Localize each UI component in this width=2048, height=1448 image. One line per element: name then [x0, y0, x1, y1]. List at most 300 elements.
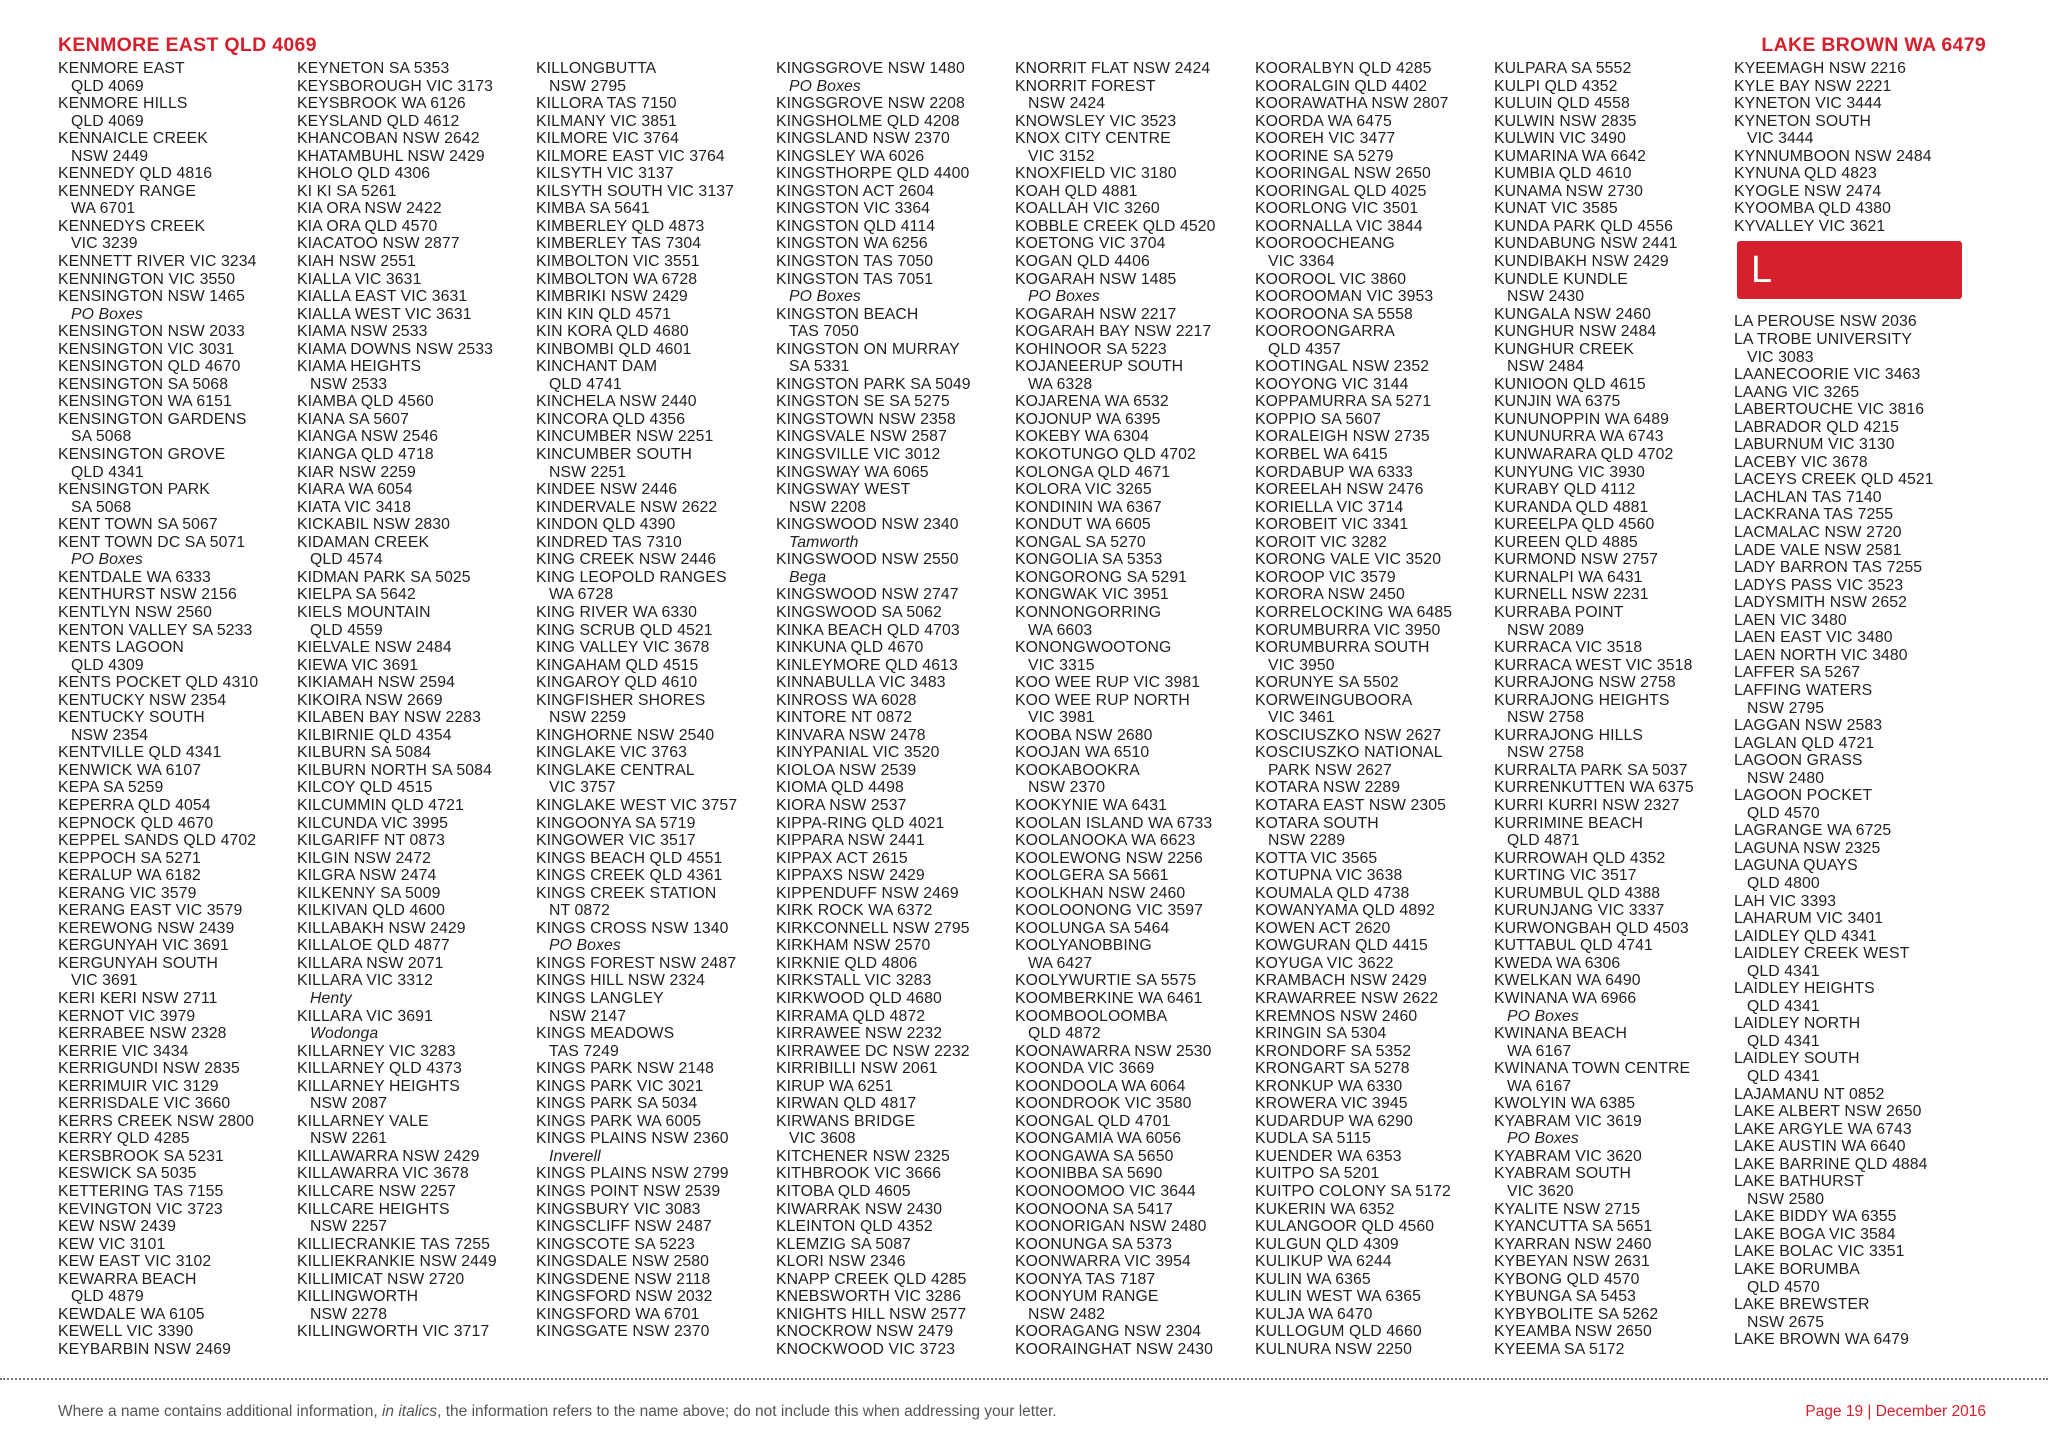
- locality-entry: LAKE BARRINE QLD 4884: [1734, 1155, 1928, 1173]
- locality-entry: LACMALAC NSW 2720: [1734, 524, 1902, 542]
- locality-entry: KUNGHUR CREEK: [1494, 340, 1634, 358]
- locality-entry: KINGS PARK NSW 2148: [536, 1060, 715, 1078]
- locality-entry: KOORAWATHA NSW 2807: [1255, 95, 1449, 113]
- locality-entry: KINGSTON QLD 4114: [776, 217, 936, 235]
- locality-entry: KURRAJONG NSW 2758: [1494, 674, 1676, 692]
- locality-entry: KINDERVALE NSW 2622: [536, 498, 718, 516]
- locality-entry: KURUNJANG VIC 3337: [1494, 902, 1665, 920]
- locality-entry: KURROWAH QLD 4352: [1494, 849, 1666, 867]
- locality-entry: KURRABA POINT: [1494, 603, 1624, 621]
- locality-entry: KUMARINA WA 6642: [1494, 147, 1647, 165]
- locality-entry: KNEBSWORTH VIC 3286: [776, 1288, 962, 1306]
- locality-entry: KINGS BEACH QLD 4551: [536, 849, 723, 867]
- locality-entry: KOKOTUNGO QLD 4702: [1015, 446, 1196, 464]
- locality-entry: KEW VIC 3101: [58, 1235, 166, 1253]
- locality-entry: KOONGAWA SA 5650: [1015, 1147, 1174, 1165]
- locality-entry: KENT TOWN DC SA 5071: [58, 533, 246, 551]
- locality-entry: KUNWARARA QLD 4702: [1494, 446, 1674, 464]
- locality-entry: KENTVILLE QLD 4341: [58, 744, 222, 762]
- footer-note-end: , the information refers to the name above; do not include this when addressing your letter.: [437, 1403, 1057, 1420]
- locality-entry: LABERTOUCHE VIC 3816: [1734, 401, 1925, 419]
- locality-entry: KINYPANIAL VIC 3520: [776, 744, 940, 762]
- locality-entry: KINGSHOLME QLD 4208: [776, 112, 960, 130]
- locality-continuation: QLD 4341: [1747, 962, 1820, 980]
- locality-entry: KONGAL SA 5270: [1015, 533, 1146, 551]
- locality-continuation: VIC 3083: [1747, 348, 1814, 366]
- locality-entry: KILLONGBUTTA: [536, 60, 657, 77]
- locality-note: PO Boxes: [549, 937, 621, 955]
- locality-entry: KIRRIBILLI NSW 2061: [776, 1060, 938, 1078]
- locality-note: Henty: [310, 989, 352, 1007]
- locality-continuation: QLD 4559: [310, 621, 383, 639]
- locality-note: PO Boxes: [789, 288, 861, 306]
- locality-entry: KOKEBY WA 6304: [1015, 428, 1149, 446]
- locality-entry: KOPPIO SA 5607: [1255, 410, 1382, 428]
- locality-entry: KYABRAM SOUTH: [1494, 1165, 1632, 1183]
- locality-entry: KINGS PARK SA 5034: [536, 1095, 698, 1113]
- locality-entry: KOWEN ACT 2620: [1255, 919, 1391, 937]
- locality-entry: KIEWA VIC 3691: [297, 656, 419, 674]
- locality-entry: KOONOONA SA 5417: [1015, 1200, 1173, 1218]
- locality-entry: KNORRIT FLAT NSW 2424: [1015, 60, 1211, 77]
- locality-entry: KNOX CITY CENTRE: [1015, 130, 1171, 148]
- locality-entry: KURNELL NSW 2231: [1494, 586, 1649, 604]
- locality-entry: KUMBIA QLD 4610: [1494, 165, 1632, 183]
- locality-entry: KEPNOCK QLD 4670: [58, 814, 214, 832]
- locality-entry: KILMORE EAST VIC 3764: [536, 147, 725, 165]
- locality-entry: KINGSTOWN NSW 2358: [776, 410, 956, 428]
- locality-entry: KESWICK SA 5035: [58, 1165, 197, 1183]
- locality-entry: KINGSWOOD NSW 2747: [776, 586, 959, 604]
- locality-entry: LAEN EAST VIC 3480: [1734, 629, 1893, 647]
- locality-continuation: NSW 2758: [1507, 744, 1585, 762]
- locality-entry: KICKABIL NSW 2830: [297, 516, 451, 534]
- locality-continuation: NSW 2089: [1507, 621, 1585, 639]
- locality-entry: KOOROOL VIC 3860: [1255, 270, 1407, 288]
- locality-entry: KYBYBOLITE SA 5262: [1494, 1305, 1659, 1323]
- locality-entry: KURRAJONG HEIGHTS: [1494, 691, 1670, 709]
- locality-entry: KYANCUTTA SA 5651: [1494, 1218, 1653, 1236]
- locality-entry: KYEAMBA NSW 2650: [1494, 1323, 1652, 1341]
- locality-note: PO Boxes: [1028, 288, 1100, 306]
- locality-entry: KIOLOA NSW 2539: [776, 761, 917, 779]
- locality-continuation: NSW 2289: [1268, 832, 1346, 850]
- locality-entry: KINGSTHORPE QLD 4400: [776, 165, 970, 183]
- locality-continuation: QLD 4357: [1268, 340, 1341, 358]
- locality-entry: KINGSTON SE SA 5275: [776, 393, 950, 411]
- locality-entry: KERI KERI NSW 2711: [58, 989, 218, 1007]
- locality-entry: KONDININ WA 6367: [1015, 498, 1162, 516]
- locality-entry: KERANG EAST VIC 3579: [58, 902, 243, 920]
- locality-entry: KURANDA QLD 4881: [1494, 498, 1649, 516]
- locality-entry: KENTUCKY NSW 2354: [58, 691, 227, 709]
- locality-entry: KNOCKWOOD VIC 3723: [776, 1340, 956, 1358]
- locality-entry: KINGSGROVE NSW 1480: [776, 60, 965, 77]
- locality-entry: KOLORA VIC 3265: [1015, 481, 1152, 499]
- locality-entry: KORALEIGH NSW 2735: [1255, 428, 1430, 446]
- locality-entry: KILKIVAN QLD 4600: [297, 902, 446, 920]
- locality-entry: KUREELPA QLD 4560: [1494, 516, 1655, 534]
- locality-entry: KYBEYAN NSW 2631: [1494, 1253, 1650, 1271]
- locality-entry: KEWDALE WA 6105: [58, 1305, 205, 1323]
- locality-continuation: VIC 3691: [71, 972, 138, 990]
- locality-entry: KOORDA WA 6475: [1255, 112, 1392, 130]
- locality-entry: KINGSCOTE SA 5223: [536, 1235, 695, 1253]
- locality-entry: KOO WEE RUP NORTH: [1015, 691, 1190, 709]
- locality-entry: KIRUP WA 6251: [776, 1077, 894, 1095]
- locality-columns: [58, 60, 1988, 1362]
- locality-entry: KYEEMA SA 5172: [1494, 1340, 1625, 1358]
- locality-entry: KINDON QLD 4390: [536, 516, 676, 534]
- locality-entry: KITCHENER NSW 2325: [776, 1147, 950, 1165]
- locality-entry: KULNURA NSW 2250: [1255, 1340, 1412, 1358]
- locality-entry: KINGS HILL NSW 2324: [536, 972, 706, 990]
- locality-entry: KILMANY VIC 3851: [536, 112, 677, 130]
- locality-entry: KINGSDALE NSW 2580: [536, 1253, 709, 1271]
- locality-entry: KENT TOWN SA 5067: [58, 516, 218, 534]
- column-6: [1255, 60, 1493, 1362]
- locality-continuation: NSW 2251: [549, 463, 627, 481]
- locality-note: Bega: [789, 568, 827, 586]
- locality-entry: KIATA VIC 3418: [297, 498, 412, 516]
- locality-entry: KIA ORA QLD 4570: [297, 217, 438, 235]
- locality-note: Inverell: [549, 1147, 601, 1165]
- locality-entry: KULGUN QLD 4309: [1255, 1235, 1399, 1253]
- locality-entry: KORRELOCKING WA 6485: [1255, 603, 1453, 621]
- locality-entry: KINGSGROVE NSW 2208: [776, 95, 965, 113]
- locality-entry: KOTARA EAST NSW 2305: [1255, 796, 1447, 814]
- locality-entry: KWOLYIN WA 6385: [1494, 1095, 1636, 1113]
- locality-entry: KUDLA SA 5115: [1255, 1130, 1372, 1148]
- locality-entry: KERGUNYAH SOUTH: [58, 954, 219, 972]
- locality-entry: KOORALGIN QLD 4402: [1255, 77, 1428, 95]
- locality-entry: KUKERIN WA 6352: [1255, 1200, 1395, 1218]
- locality-entry: KILLIECRANKIE TAS 7255: [297, 1235, 491, 1253]
- locality-entry: KLEMZIG SA 5087: [776, 1235, 911, 1253]
- locality-entry: KORIELLA VIC 3714: [1255, 498, 1404, 516]
- locality-entry: KI KI SA 5261: [297, 182, 397, 200]
- locality-entry: KILLARNEY HEIGHTS: [297, 1077, 460, 1095]
- locality-entry: KINGSWAY WEST: [776, 481, 911, 499]
- column-2: [297, 60, 535, 1362]
- locality-entry: KIRKHAM NSW 2570: [776, 937, 931, 955]
- locality-entry: LAANG VIC 3265: [1734, 383, 1860, 401]
- locality-entry: KOBBLE CREEK QLD 4520: [1015, 217, 1216, 235]
- locality-entry: KENSINGTON GROVE: [58, 446, 226, 464]
- locality-entry: KOONGAMIA WA 6056: [1015, 1130, 1182, 1148]
- locality-entry: KURUMBUL QLD 4388: [1494, 884, 1661, 902]
- locality-continuation: QLD 4570: [1747, 804, 1820, 822]
- locality-entry: KINBOMBI QLD 4601: [536, 340, 692, 358]
- locality-entry: KINGS FOREST NSW 2487: [536, 954, 737, 972]
- locality-entry: KIANGA QLD 4718: [297, 446, 434, 464]
- locality-entry: KERALUP WA 6182: [58, 867, 201, 885]
- locality-entry: LAKE BATHURST: [1734, 1173, 1865, 1191]
- locality-entry: KYNUNA QLD 4823: [1734, 165, 1877, 183]
- locality-entry: KOOROONGARRA: [1255, 323, 1395, 341]
- locality-entry: LAKE BREWSTER: [1734, 1296, 1870, 1314]
- locality-note: PO Boxes: [789, 77, 861, 95]
- locality-entry: KERANG VIC 3579: [58, 884, 197, 902]
- locality-entry: KHATAMBUHL NSW 2429: [297, 147, 485, 165]
- locality-entry: LAKE BOGA VIC 3584: [1734, 1225, 1896, 1243]
- locality-entry: LAKE BORUMBA: [1734, 1261, 1860, 1278]
- locality-entry: KOOLANOOKA WA 6623: [1015, 832, 1196, 850]
- locality-entry: KOOLYANOBBING: [1015, 937, 1152, 955]
- locality-entry: KORORA NSW 2450: [1255, 586, 1405, 604]
- locality-entry: KIDAMAN CREEK: [297, 533, 430, 551]
- locality-entry: KENNEDY QLD 4816: [58, 165, 213, 183]
- locality-entry: KILLAWARRA NSW 2429: [297, 1147, 480, 1165]
- locality-continuation: QLD 4574: [310, 551, 383, 569]
- locality-continuation: QLD 4872: [1028, 1025, 1101, 1043]
- locality-entry: KUREEN QLD 4885: [1494, 533, 1638, 551]
- locality-entry: KILLARNEY VIC 3283: [297, 1042, 456, 1060]
- locality-entry: KORUNYE SA 5502: [1255, 674, 1399, 692]
- locality-entry: KING CREEK NSW 2446: [536, 551, 717, 569]
- locality-entry: KOONDA VIC 3669: [1015, 1060, 1155, 1078]
- locality-entry: KINCUMBER SOUTH: [536, 446, 692, 464]
- locality-entry: KOROBEIT VIC 3341: [1255, 516, 1409, 534]
- locality-continuation: VIC 3315: [1028, 656, 1095, 674]
- locality-entry: LA TROBE UNIVERSITY: [1734, 331, 1913, 349]
- locality-entry: KURRACA WEST VIC 3518: [1494, 656, 1693, 674]
- locality-entry: KIRKSTALL VIC 3283: [776, 972, 932, 990]
- locality-entry: KOYUGA VIC 3622: [1255, 954, 1394, 972]
- locality-entry: KRAMBACH NSW 2429: [1255, 972, 1428, 990]
- locality-entry: KEWARRA BEACH: [58, 1270, 197, 1288]
- locality-entry: LAEN VIC 3480: [1734, 611, 1847, 629]
- locality-entry: KING RIVER WA 6330: [536, 603, 697, 621]
- locality-entry: LABRADOR QLD 4215: [1734, 418, 1900, 436]
- locality-entry: KIRWANS BRIDGE: [776, 1112, 916, 1130]
- locality-entry: KILLALOE QLD 4877: [297, 937, 450, 955]
- locality-continuation: NSW 2430: [1507, 288, 1585, 306]
- locality-entry: KIMBA SA 5641: [536, 200, 650, 218]
- locality-entry: KOOROONA SA 5558: [1255, 305, 1413, 323]
- column-1: [58, 60, 296, 1362]
- locality-continuation: NSW 2257: [310, 1218, 388, 1236]
- locality-entry: KIPPENDUFF NSW 2469: [776, 884, 959, 902]
- locality-entry: KINGSTON TAS 7050: [776, 253, 934, 271]
- locality-entry: KIN KORA QLD 4680: [536, 323, 689, 341]
- locality-entry: KIRRAWEE DC NSW 2232: [776, 1042, 970, 1060]
- locality-entry: KOORLONG VIC 3501: [1255, 200, 1419, 218]
- locality-entry: KULUIN QLD 4558: [1494, 95, 1630, 113]
- locality-entry: KURTING VIC 3517: [1494, 867, 1637, 885]
- locality-entry: LAKE AUSTIN WA 6640: [1734, 1138, 1906, 1156]
- locality-entry: KOONYA TAS 7187: [1015, 1270, 1156, 1288]
- locality-entry: KWINANA TOWN CENTRE: [1494, 1060, 1691, 1078]
- locality-entry: KINGS CREEK STATION: [536, 884, 717, 902]
- locality-entry: KUNDIBAKH NSW 2429: [1494, 253, 1669, 271]
- locality-entry: KEYSBOROUGH VIC 3173: [297, 77, 494, 95]
- locality-entry: KIRWAN QLD 4817: [776, 1095, 917, 1113]
- locality-entry: KOJONUP WA 6395: [1015, 410, 1161, 428]
- locality-entry: KOOJAN WA 6510: [1015, 744, 1150, 762]
- locality-entry: KIORA NSW 2537: [776, 796, 907, 814]
- locality-entry: KILLCARE NSW 2257: [297, 1183, 456, 1200]
- locality-entry: KROWERA VIC 3945: [1255, 1095, 1408, 1113]
- locality-entry: KOAH QLD 4881: [1015, 182, 1138, 200]
- locality-entry: KIMBERLEY TAS 7304: [536, 235, 702, 253]
- locality-entry: KILLARA VIC 3312: [297, 972, 433, 990]
- locality-entry: KOOLKHAN NSW 2460: [1015, 884, 1186, 902]
- locality-entry: KIALLA EAST VIC 3631: [297, 288, 468, 306]
- locality-entry: KIMBRIKI NSW 2429: [536, 288, 688, 306]
- locality-entry: KOOYONG VIC 3144: [1255, 375, 1409, 393]
- locality-entry: KULIKUP WA 6244: [1255, 1253, 1392, 1271]
- locality-continuation: QLD 4069: [71, 77, 144, 95]
- locality-entry: KINNABULLA VIC 3483: [776, 674, 946, 692]
- locality-entry: KEPERRA QLD 4054: [58, 796, 211, 814]
- locality-entry: KINGS POINT NSW 2539: [536, 1183, 721, 1200]
- locality-entry: KURWONGBAH QLD 4503: [1494, 919, 1689, 937]
- locality-entry: KILLARNEY QLD 4373: [297, 1060, 462, 1078]
- locality-entry: KOORINE SA 5279: [1255, 147, 1394, 165]
- locality-entry: LACEYS CREEK QLD 4521: [1734, 471, 1934, 489]
- locality-entry: LAGGAN NSW 2583: [1734, 717, 1883, 735]
- locality-entry: KENSINGTON SA 5068: [58, 375, 229, 393]
- locality-entry: KILCUNDA VIC 3995: [297, 814, 448, 832]
- locality-entry: KOWANYAMA QLD 4892: [1255, 902, 1436, 920]
- locality-entry: KUTTABUL QLD 4741: [1494, 937, 1653, 955]
- page-header: [58, 34, 1986, 60]
- locality-entry: KENMORE HILLS: [58, 95, 188, 113]
- locality-entry: LAGLAN QLD 4721: [1734, 734, 1875, 752]
- locality-entry: KILGARIFF NT 0873: [297, 832, 446, 850]
- locality-entry: KULLOGUM QLD 4660: [1255, 1323, 1422, 1341]
- locality-entry: KOROIT VIC 3282: [1255, 533, 1388, 551]
- locality-entry: KYVALLEY VIC 3621: [1734, 217, 1886, 235]
- locality-entry: KOONYUM RANGE: [1015, 1288, 1159, 1306]
- locality-entry: KIAMA NSW 2533: [297, 323, 428, 341]
- locality-entry: KORUMBURRA SOUTH: [1255, 639, 1430, 657]
- locality-entry: KOORAINGHAT NSW 2430: [1015, 1340, 1214, 1358]
- locality-entry: KIMBOLTON WA 6728: [536, 270, 698, 288]
- locality-entry: KURRI KURRI NSW 2327: [1494, 796, 1680, 814]
- locality-entry: KIALLA WEST VIC 3631: [297, 305, 472, 323]
- locality-entry: KERRIE VIC 3434: [58, 1042, 189, 1060]
- locality-entry: KIRKWOOD QLD 4680: [776, 989, 942, 1007]
- locality-entry: KIN KIN QLD 4571: [536, 305, 672, 323]
- locality-entry: KUNDA PARK QLD 4556: [1494, 217, 1673, 235]
- locality-entry: KIAMA DOWNS NSW 2533: [297, 340, 493, 358]
- locality-entry: KEW NSW 2439: [58, 1218, 176, 1236]
- locality-continuation: SA 5068: [71, 428, 132, 446]
- locality-entry: KINGSLAND NSW 2370: [776, 130, 950, 148]
- locality-entry: KENSINGTON WA 6151: [58, 393, 232, 411]
- locality-entry: LAKE BOLAC VIC 3351: [1734, 1243, 1905, 1261]
- locality-entry: KIPPA-RING QLD 4021: [776, 814, 945, 832]
- locality-entry: KENNAICLE CREEK: [58, 130, 208, 148]
- locality-continuation: QLD 4879: [71, 1288, 144, 1306]
- locality-entry: KOO WEE RUP VIC 3981: [1015, 674, 1201, 692]
- locality-entry: KREMNOS NSW 2460: [1255, 1007, 1418, 1025]
- locality-entry: KLEINTON QLD 4352: [776, 1218, 933, 1236]
- locality-entry: KINGSTON ACT 2604: [776, 182, 935, 200]
- locality-continuation: QLD 4341: [1747, 1067, 1820, 1085]
- locality-entry: KENTS LAGOON: [58, 639, 184, 657]
- locality-entry: KINGS CREEK QLD 4361: [536, 867, 723, 885]
- locality-entry: KINGSFORD NSW 2032: [536, 1288, 713, 1306]
- locality-entry: KINGSVILLE VIC 3012: [776, 446, 941, 464]
- footer-note-start: Where a name contains additional information,: [58, 1403, 382, 1420]
- locality-entry: KILBURN SA 5084: [297, 744, 432, 762]
- locality-entry: KUNAT VIC 3585: [1494, 200, 1618, 218]
- locality-entry: KNORRIT FOREST: [1015, 77, 1156, 95]
- locality-note: Tamworth: [789, 533, 859, 551]
- locality-entry: KOPPAMURRA SA 5271: [1255, 393, 1432, 411]
- locality-entry: KENNINGTON VIC 3550: [58, 270, 236, 288]
- locality-entry: KIELPA SA 5642: [297, 586, 416, 604]
- locality-entry: KIELS MOUNTAIN: [297, 603, 431, 621]
- locality-continuation: QLD 4341: [1747, 997, 1820, 1015]
- locality-entry: LAGRANGE WA 6725: [1734, 822, 1892, 840]
- locality-entry: KWINANA BEACH: [1494, 1025, 1627, 1043]
- locality-entry: KINGS CROSS NSW 1340: [536, 919, 729, 937]
- locality-continuation: NSW 2675: [1747, 1313, 1825, 1331]
- locality-entry: LAEN NORTH VIC 3480: [1734, 646, 1908, 664]
- locality-entry: KOONDOOLA WA 6064: [1015, 1077, 1186, 1095]
- locality-entry: KRONKUP WA 6330: [1255, 1077, 1403, 1095]
- locality-continuation: WA 6427: [1028, 954, 1093, 972]
- locality-entry: KYOOMBA QLD 4380: [1734, 200, 1892, 218]
- locality-entry: KOSCIUSZKO NSW 2627: [1255, 726, 1442, 744]
- locality-entry: KINGLAKE VIC 3763: [536, 744, 687, 762]
- locality-entry: LACEBY VIC 3678: [1734, 453, 1868, 471]
- locality-entry: KINGAHAM QLD 4515: [536, 656, 699, 674]
- locality-continuation: QLD 4741: [549, 375, 622, 393]
- locality-entry: KILCOY QLD 4515: [297, 779, 433, 797]
- locality-entry: KOSCIUSZKO NATIONAL: [1255, 744, 1443, 762]
- locality-entry: KONGORONG SA 5291: [1015, 568, 1188, 586]
- locality-entry: KINROSS WA 6028: [776, 691, 917, 709]
- locality-entry: KEWELL VIC 3390: [58, 1323, 194, 1341]
- locality-entry: KORUMBURRA VIC 3950: [1255, 621, 1441, 639]
- locality-continuation: NSW 2087: [310, 1095, 388, 1113]
- locality-continuation: QLD 4069: [71, 112, 144, 130]
- locality-entry: KINGOWER VIC 3517: [536, 832, 696, 850]
- locality-entry: KINCORA QLD 4356: [536, 410, 686, 428]
- locality-entry: KOOLYWURTIE SA 5575: [1015, 972, 1197, 990]
- locality-entry: KRINGIN SA 5304: [1255, 1025, 1387, 1043]
- locality-continuation: NSW 2259: [549, 709, 627, 727]
- locality-entry: KIMBOLTON VIC 3551: [536, 253, 700, 271]
- locality-entry: LABURNUM VIC 3130: [1734, 436, 1895, 454]
- locality-entry: KIAH NSW 2551: [297, 253, 416, 271]
- locality-entry: KILBURN NORTH SA 5084: [297, 761, 492, 779]
- locality-entry: KENSINGTON QLD 4670: [58, 358, 241, 376]
- locality-continuation: NSW 2370: [1028, 779, 1106, 797]
- locality-entry: KOORINGAL NSW 2650: [1255, 165, 1431, 183]
- locality-entry: KURRALTA PARK SA 5037: [1494, 761, 1688, 779]
- locality-continuation: NSW 2758: [1507, 709, 1585, 727]
- locality-continuation: NSW 2480: [1747, 769, 1825, 787]
- locality-continuation: QLD 4341: [71, 463, 144, 481]
- locality-entry: KUNGHUR NSW 2484: [1494, 323, 1657, 341]
- locality-continuation: QLD 4570: [1747, 1278, 1820, 1296]
- locality-entry: KINGHORNE NSW 2540: [536, 726, 715, 744]
- locality-entry: KOUMALA QLD 4738: [1255, 884, 1410, 902]
- locality-entry: KIKIAMAH NSW 2594: [297, 674, 455, 692]
- locality-entry: KOOMBERKINE WA 6461: [1015, 989, 1203, 1007]
- locality-entry: KETTERING TAS 7155: [58, 1183, 224, 1200]
- locality-entry: LADY BARRON TAS 7255: [1734, 559, 1923, 577]
- locality-continuation: WA 6603: [1028, 621, 1093, 639]
- locality-entry: KINCUMBER NSW 2251: [536, 428, 714, 446]
- locality-entry: KILLABAKH NSW 2429: [297, 919, 466, 937]
